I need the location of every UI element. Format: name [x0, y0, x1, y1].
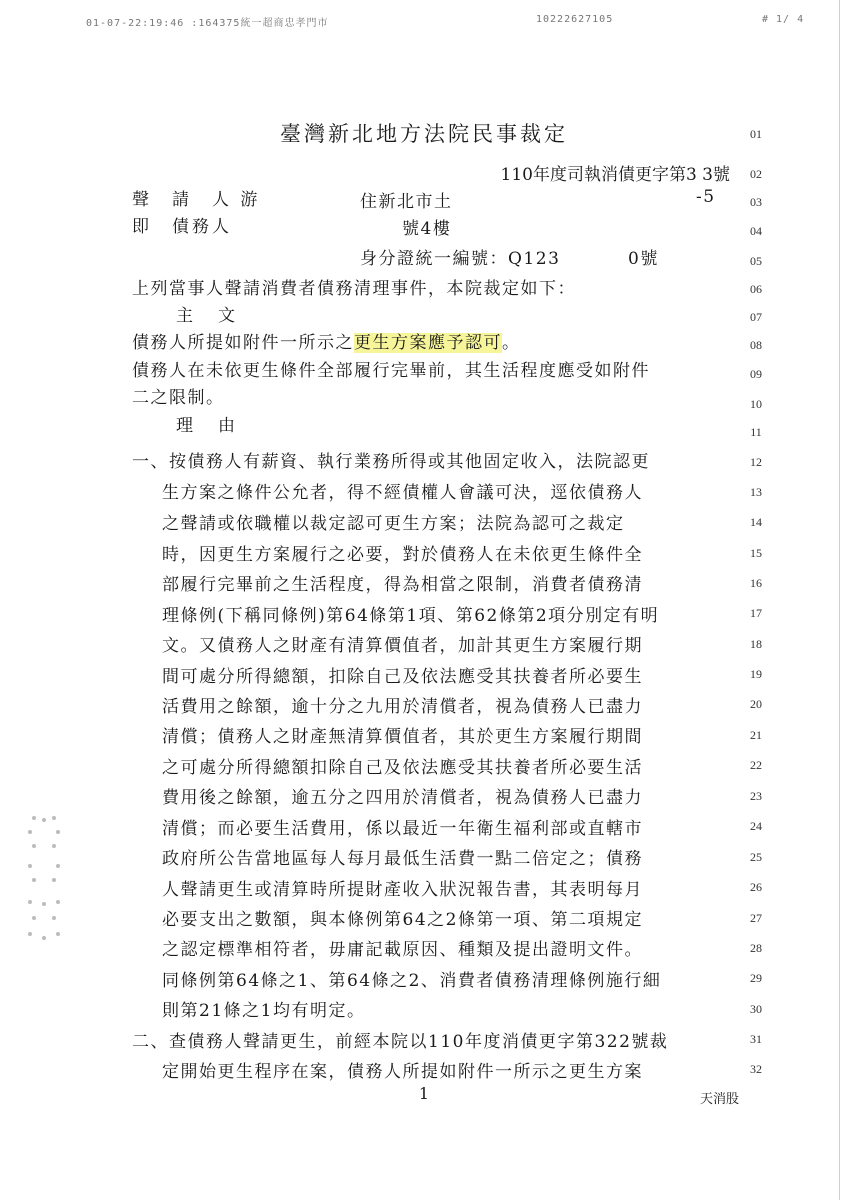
- line-number: 04: [750, 224, 762, 238]
- applicant-address: 住新北市土: [360, 192, 453, 212]
- reason-line: 清償；而必要生活費用，係以最近一年衛生福利部或直轄市: [162, 819, 643, 839]
- line-number: 05: [750, 254, 762, 268]
- line-number: 01: [750, 127, 762, 141]
- line-number: 07: [750, 310, 762, 324]
- debtor-label: 即 債務人: [132, 217, 232, 237]
- case-number: 110年度司執消債更字第3 3號: [500, 165, 730, 185]
- page-edge: [839, 0, 840, 1200]
- intro-line: 上列當事人聲請消費者債務清理事件，本院裁定如下：: [132, 279, 576, 299]
- reason-line: 費用後之餘額，逾五分之四用於清償者，視為債務人已盡力: [162, 788, 643, 808]
- reason-line: 則第21條之1均有明定。: [162, 1001, 366, 1021]
- fax-header-page: # 1/ 4: [762, 14, 805, 25]
- reason-line: 之認定標準相符者，毋庸記載原因、種類及提出證明文件。: [162, 940, 643, 960]
- ruling-line-1: 債務人所提如附件一所示之更生方案應予認可。: [132, 333, 521, 353]
- reason-line: 時，因更生方案履行之必要，對於債務人在未依更生條件全: [162, 545, 643, 565]
- id-number: 身分證統一編號：Q123: [360, 249, 561, 269]
- line-number: 20: [750, 697, 762, 711]
- line-number: 24: [750, 819, 762, 833]
- fax-header-number: 10222627105: [536, 14, 614, 25]
- line-number: 21: [750, 728, 762, 742]
- line-number: 23: [750, 789, 762, 803]
- line-number: 12: [750, 455, 762, 469]
- reason-line: 必要支出之數額，與本條例第64之2條第一項、第二項規定: [162, 910, 643, 930]
- applicant-label: 聲 請 人 游: [132, 190, 261, 210]
- reason-line: 部履行完畢前之生活程度，得為相當之限制，消費者債務清: [162, 575, 643, 595]
- fax-header-left: 01-07-22:19:46 :164375統一超商忠孝門市: [86, 18, 329, 29]
- reason-line: 生方案之條件公允者，得不經債權人會議可決，逕依債務人: [162, 483, 643, 503]
- line-number: 15: [750, 546, 762, 560]
- reason-line: 定開始更生程序在案，債務人所提如附件一所示之更生方案: [162, 1062, 643, 1082]
- reason-line: 人聲請更生或清算時所提財產收入狀況報告書，其表明每月: [162, 880, 643, 900]
- line-number: 11: [750, 425, 762, 439]
- line-number: 06: [750, 282, 762, 296]
- reason-line: 文。又債務人之財產有清算價值者，加計其更生方案履行期: [162, 636, 643, 656]
- reason-line: 政府所公告當地區每人每月最低生活費一點二倍定之；債務: [162, 849, 643, 869]
- line-number: 28: [750, 941, 762, 955]
- ruling-line-3: 二之限制。: [132, 388, 225, 408]
- line-number: 27: [750, 911, 762, 925]
- reason-line: 活費用之餘額，逾十分之九用於清償者，視為債務人已盡力: [162, 697, 643, 717]
- reason-line: 之可處分所得總額扣除自己及依法應受其扶養者所必要生活: [162, 758, 643, 778]
- court-unit-label: 天消股: [700, 1092, 740, 1107]
- line-number: 29: [750, 971, 762, 985]
- applicant-address-line2: 號4樓: [402, 219, 452, 239]
- id-number-tail: 0號: [628, 249, 659, 269]
- reason-line: 二、查債務人聲請更生，前經本院以110年度消債更字第322號裁: [132, 1032, 669, 1052]
- section-heading-main: 主 文: [176, 306, 239, 326]
- reason-line: 理條例(下稱同條例)第64條第1項、第62條第2項分別定有明: [162, 606, 660, 626]
- reason-line: 間可處分所得總額，扣除自己及依法應受其扶養者所必要生: [162, 667, 643, 687]
- applicant-address-tail: -5: [696, 187, 716, 207]
- line-number: 31: [750, 1032, 762, 1046]
- line-number: 17: [750, 606, 762, 620]
- page-number: 1: [418, 1084, 430, 1103]
- highlighted-text: 更生方案應予認可: [354, 333, 502, 353]
- line-number: 14: [750, 515, 762, 529]
- line-number: 26: [750, 880, 762, 894]
- line-number: 25: [750, 850, 762, 864]
- reason-line: 一、按債務人有薪資、執行業務所得或其他固定收入，法院認更: [132, 452, 650, 472]
- line-number: 02: [750, 167, 762, 181]
- line-number: 13: [750, 485, 762, 499]
- punch-hole-marks: [28, 816, 64, 946]
- reason-line: 同條例第64條之1、第64條之2、消費者債務清理條例施行細: [162, 971, 662, 991]
- line-number: 19: [750, 667, 762, 681]
- line-number: 30: [750, 1002, 762, 1016]
- section-heading-reasons: 理 由: [176, 416, 239, 436]
- line-number: 22: [750, 758, 762, 772]
- line-number: 10: [750, 397, 762, 411]
- document-title: 臺灣新北地方法院民事裁定: [280, 122, 568, 146]
- reason-line: 清償；債務人之財產無清算價值者，其於更生方案履行期間: [162, 727, 643, 747]
- ruling-line-2: 債務人在未依更生條件全部履行完畢前，其生活程度應受如附件: [132, 361, 650, 381]
- line-number: 08: [750, 338, 762, 352]
- reason-line: 之聲請或依職權以裁定認可更生方案；法院為認可之裁定: [162, 514, 625, 534]
- line-number: 03: [750, 195, 762, 209]
- line-number: 09: [750, 367, 762, 381]
- line-number: 32: [750, 1062, 762, 1076]
- line-number: 18: [750, 637, 762, 651]
- line-number: 16: [750, 576, 762, 590]
